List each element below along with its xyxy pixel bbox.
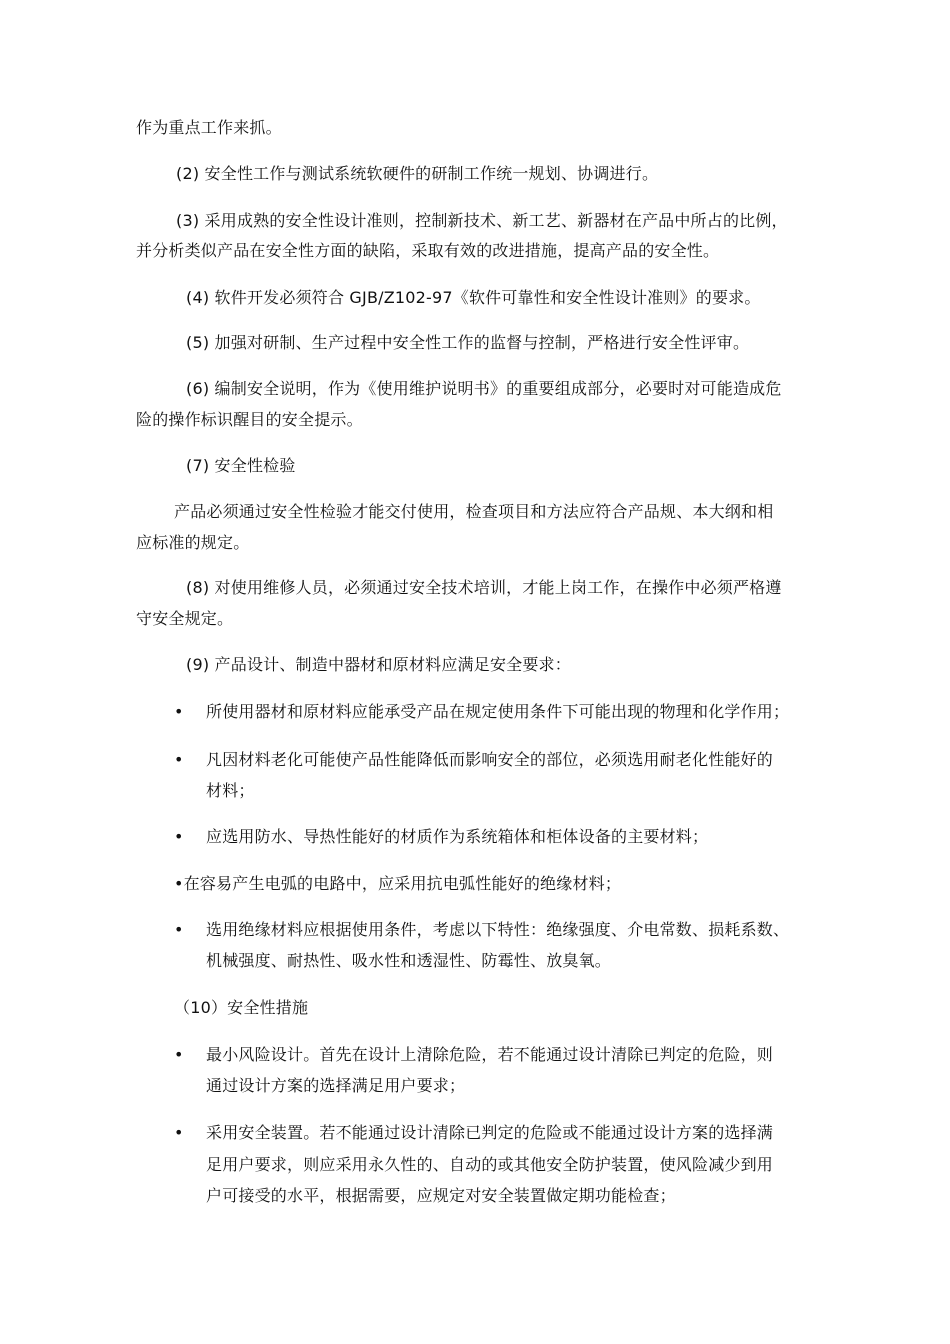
text-line: 作为重点工作来抓。 [136, 118, 282, 137]
text-line: (2) 安全性工作与测试系统软硬件的研制工作统一规划、协调进行。 [176, 164, 659, 183]
text-line: (9) 产品设计、制造中器材和原材料应满足安全要求： [186, 655, 571, 674]
text-line: 产品必须通过安全性检验才能交付使用，检查项目和方法应符合产品规、本大纲和相 [174, 502, 774, 521]
bullet-marker: • [174, 750, 184, 769]
text-line: 通过设计方案的选择满足用户要求； [206, 1076, 466, 1095]
text-line: 选用绝缘材料应根据使用条件，考虑以下特性：绝缘强度、介电常数、损耗系数、 [206, 920, 790, 939]
text-line: (3) 采用成熟的安全性设计准则，控制新技术、新工艺、新器材在产品中所占的比例， [176, 211, 788, 230]
text-line: (7) 安全性检验 [186, 456, 296, 475]
text-line: (4) 软件开发必须符合 GJB/Z102-97《软件可靠性和安全性设计准则》的要求。 [186, 288, 761, 307]
text-line: 材料； [206, 781, 255, 800]
text-line: 凡因材料老化可能使产品性能降低而影响安全的部位，必须选用耐老化性能好的 [206, 750, 774, 769]
text-line: 应标准的规定。 [136, 533, 250, 552]
text-line: (6) 编制安全说明，作为《使用维护说明书》的重要组成部分，必要时对可能造成危 [186, 379, 782, 398]
bullet-marker: • [174, 920, 184, 939]
bullet-marker: • [174, 702, 184, 721]
text-line: 足用户要求，则应采用永久性的、自动的或其他安全防护装置，使风险减少到用 [206, 1155, 774, 1174]
text-line: 户可接受的水平，根据需要，应规定对安全装置做定期功能检查； [206, 1186, 676, 1205]
text-line: 采用安全装置。若不能通过设计清除已判定的危险或不能通过设计方案的选择满 [206, 1123, 774, 1142]
text-line: 守安全规定。 [136, 609, 234, 628]
text-line: (8) 对使用维修人员，必须通过安全技术培训，才能上岗工作，在操作中必须严格遵 [186, 578, 782, 597]
text-line: •在容易产生电弧的电路中，应采用抗电弧性能好的绝缘材料； [174, 874, 622, 893]
text-line: (5) 加强对研制、生产过程中安全性工作的监督与控制，严格进行安全性评审。 [186, 333, 750, 352]
text-line: 所使用器材和原材料应能承受产品在规定使用条件下可能出现的物理和化学作用； [206, 702, 790, 721]
text-line: 险的操作标识醒目的安全提示。 [136, 410, 363, 429]
bullet-marker: • [174, 1045, 184, 1064]
text-line: 应选用防水、导热性能好的材质作为系统箱体和柜体设备的主要材料； [206, 827, 709, 846]
bullet-marker: • [174, 1123, 184, 1142]
bullet-marker: • [174, 827, 184, 846]
text-line: 并分析类似产品在安全性方面的缺陷，采取有效的改进措施，提高产品的安全性。 [136, 241, 720, 260]
text-line: 机械强度、耐热性、吸水性和透湿性、防霉性、放臭氧。 [206, 951, 612, 970]
text-line: 最小风险设计。首先在设计上清除危险，若不能通过设计清除已判定的危险，则 [206, 1045, 774, 1064]
text-line: （10）安全性措施 [174, 998, 309, 1017]
